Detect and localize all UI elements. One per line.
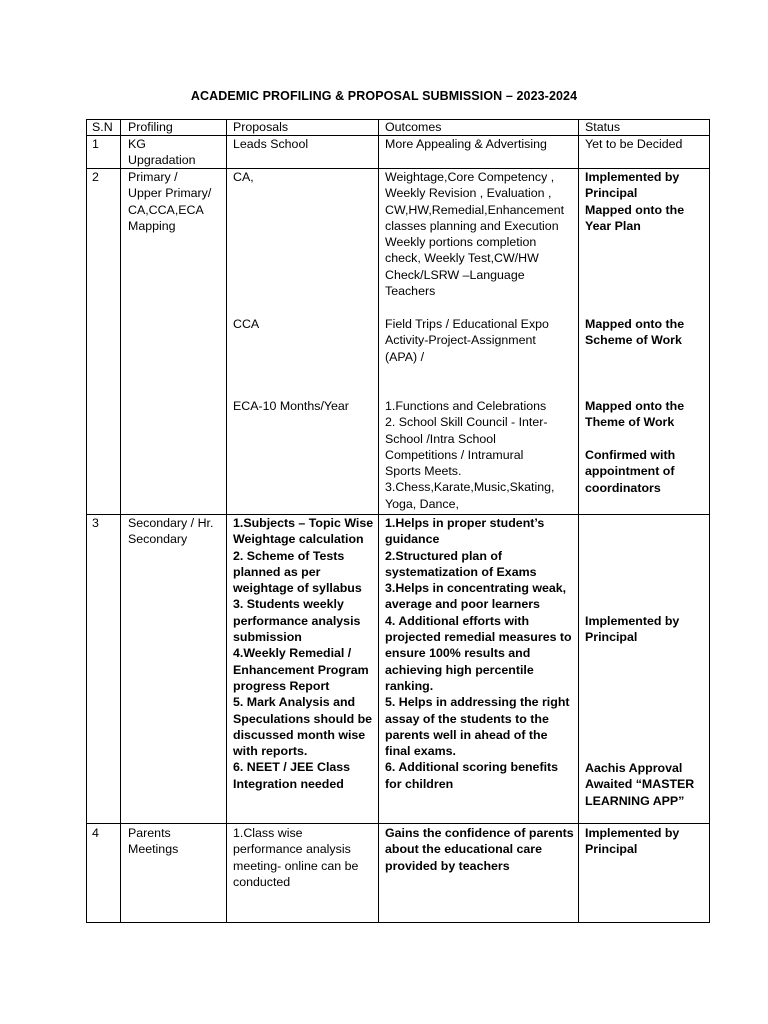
table-border-right [709,119,710,923]
row-1-profiling: KG Upgradation [128,137,196,168]
proposal-table [86,119,710,923]
table-column-divider [378,119,379,923]
table-column-divider [226,119,227,923]
row-2-outcome-eca: 1.Functions and Celebrations 2. School Skill Council - Inter- School /Intra School Competitions / Intramural Sports Meets. 3.Chess,Karate,Music,Skating, Yoga, Dance, [385,399,555,511]
table-column-divider [120,119,121,923]
table-column-divider [578,119,579,923]
row-4-proposal: 1.Class wise performance analysis meeting- online can be conducted [233,826,359,889]
row-2-proposal-ca: CA, [233,170,254,184]
row-3-profiling: Secondary / Hr. Secondary [128,516,214,547]
row-2-profiling: Primary / Upper Primary/ CA,CCA,ECA Mapping [128,170,212,233]
row-3-status-approval: Aachis Approval Awaited “MASTER LEARNING APP” [585,761,695,808]
table-row-divider [86,823,710,824]
header-status: Status [585,120,621,134]
row-2-sn: 2 [92,170,99,184]
row-2-outcome-cca: Field Trips / Educational Expo Activity-Project-Assignment (APA) / [385,317,549,364]
row-2-proposal-eca: ECA-10 Months/Year [233,399,349,413]
row-1-outcome: More Appealing & Advertising [385,137,547,151]
row-2-status-eca: Mapped onto the Theme of Work [585,399,685,430]
table-border-bottom [86,922,710,923]
row-1-status: Yet to be Decided [585,137,683,151]
row-4-sn: 4 [92,826,99,840]
row-4-profiling: Parents Meetings [128,826,179,857]
header-proposals: Proposals [233,120,289,134]
row-4-outcome: Gains the confidence of parents about the educational care provided by teachers [385,826,574,873]
row-2-outcome-ca: Weightage,Core Competency , Weekly Revision , Evaluation , CW,HW,Remedial,Enhancement classes planning and Execution Weekly portions completion check, Weekly Test,CW/HW Check/LSRW –Language Teachers [385,170,565,299]
row-1-sn: 1 [92,137,99,151]
row-3-sn: 3 [92,516,99,530]
row-2-status-cca: Mapped onto the Scheme of Work [585,317,685,348]
row-2-status-ca: Implemented by Principal Mapped onto the Year Plan [585,170,685,233]
header-profiling: Profiling [128,120,173,134]
row-1-proposal: Leads School [233,137,309,151]
header-sn: S.N [92,120,113,134]
row-3-status-implemented: Implemented by Principal [585,614,680,645]
table-border-left [86,119,87,923]
document-title: ACADEMIC PROFILING & PROPOSAL SUBMISSION – 2023-2024 [190,89,578,103]
row-3-proposals: 1.Subjects – Topic Wise Weightage calculation 2. Scheme of Tests planned as per weightage of syllabus 3. Students weekly performance analysis submission 4.Weekly Remedial / Enhancement Program progress Report 5. Mark Analysis and Speculations should be discussed month wise with reports. 6. NEET / JEE Class Integration needed [233,516,374,791]
row-4-status: Implemented by Principal [585,826,680,857]
row-2-status-coordinators: Confirmed with appointment of coordinators [585,448,676,495]
row-2-proposal-cca: CCA [233,317,260,331]
header-outcomes: Outcomes [385,120,442,134]
row-3-outcomes: 1.Helps in proper student’s guidance 2.Structured plan of systematization of Exams 3.Helps in concentrating weak, average and poor learners 4. Additional efforts with projected remedial measures to ensure 100% results and achieving high percentile ranking. 5. Helps in addressing the right assay of the students to the parents well in ahead of the final exams. 6. Additional scoring benefits for children [385,516,572,791]
